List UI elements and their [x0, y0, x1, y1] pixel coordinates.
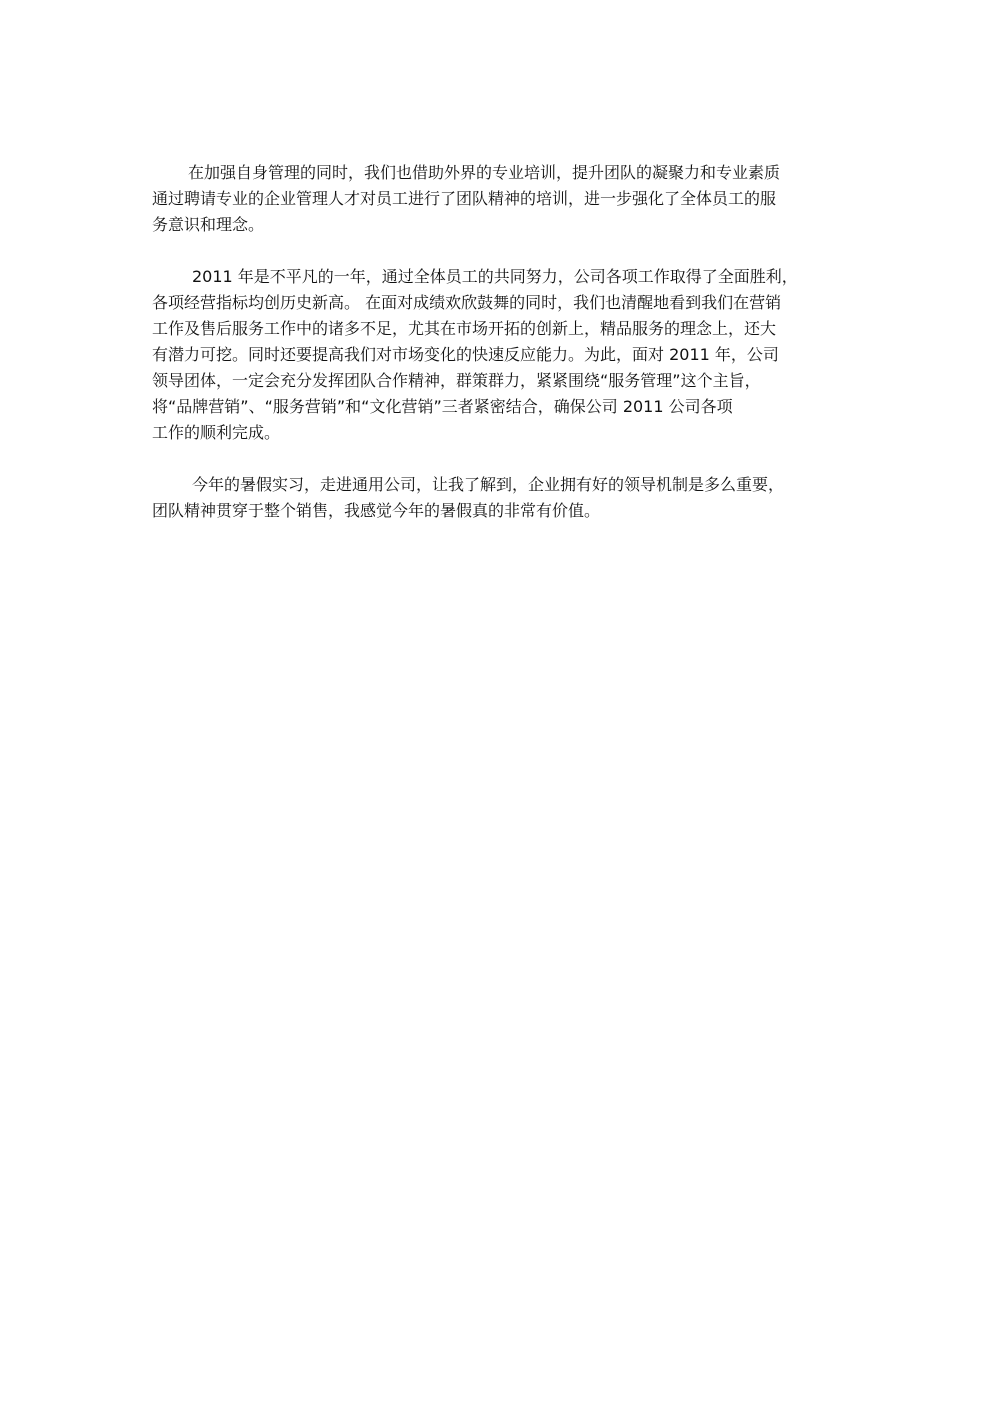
paragraph-2011-summary [152, 264, 862, 446]
paragraph-internship [152, 472, 862, 524]
text-line: 工作的顺利完成。 [152, 423, 281, 442]
text-line: 各项经营指标均创历史新高。 在面对成绩欢欣鼓舞的同时，我们也清醒地看到我们在营销 [152, 293, 782, 312]
paragraph-training [152, 160, 862, 238]
text-line: 将“品牌营销”、“服务营销”和“文化营销”三者紧密结合，确保公司 2011 公司各项 [152, 397, 733, 416]
text-line: 在加强自身管理的同时，我们也借助外界的专业培训，提升团队的凝聚力和专业素质 [188, 163, 781, 182]
text-line: 通过聘请专业的企业管理人才对员工进行了团队精神的培训，进一步强化了全体员工的服 [152, 189, 777, 208]
text-line: 务意识和理念。 [152, 215, 265, 234]
text-line: 今年的暑假实习，走进通用公司，让我了解到，企业拥有好的领导机制是多么重要， [192, 475, 785, 494]
text-line: 领导团体，一定会充分发挥团队合作精神，群策群力，紧紧围绕“服务管理”这个主旨， [152, 371, 761, 390]
text-line: 团队精神贯穿于整个销售，我感觉今年的暑假真的非常有价值。 [152, 501, 601, 520]
text-line: 2011 年是不平凡的一年，通过全体员工的共同努力，公司各项工作取得了全面胜利， [192, 267, 798, 286]
text-line: 有潜力可挖。同时还要提高我们对市场变化的快速反应能力。为此，面对 2011 年，公司 [152, 345, 779, 364]
document-body [152, 160, 862, 550]
text-line: 工作及售后服务工作中的诸多不足，尤其在市场开拓的创新上，精品服务的理念上，还大 [152, 319, 777, 338]
